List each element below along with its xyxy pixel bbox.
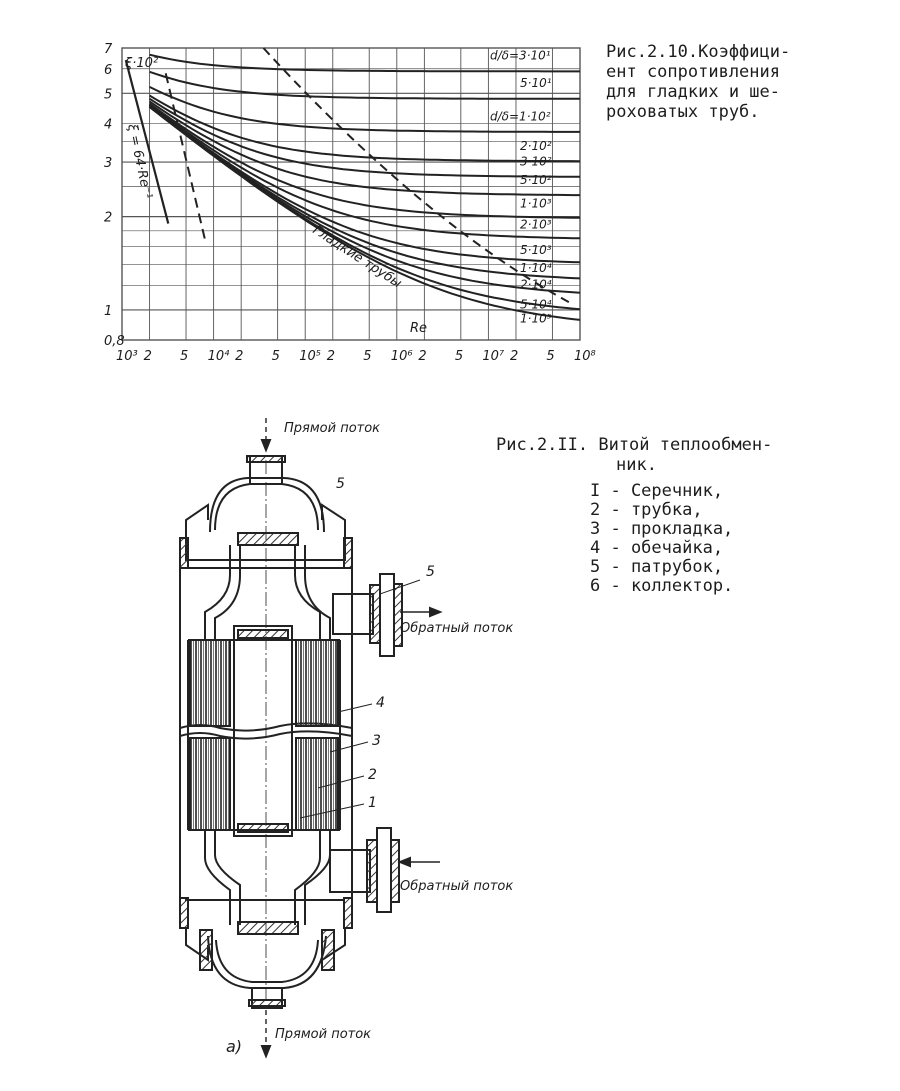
x-tick-label: 2 (235, 349, 244, 364)
label-num-4: 4 (376, 695, 385, 711)
label-reverse-flow-bottom: Обратный поток (400, 879, 514, 894)
curve-label: 5·10⁴ (520, 297, 552, 312)
caption-line: роховатых труб. (606, 102, 760, 122)
label-direct-flow-bottom: Прямой поток (275, 1027, 372, 1042)
y-tick-label: 2 (104, 210, 113, 226)
figure-2-10-caption (606, 42, 886, 122)
curve-label: 2·10³ (520, 217, 552, 232)
y-tick-label: 4 (104, 117, 113, 133)
smooth-pipes-label: Гладкие трубы (309, 222, 405, 292)
caption-line: ник. (616, 455, 657, 475)
curve-label: 1·10⁵ (520, 311, 552, 326)
y-tick-label: 1 (104, 303, 113, 319)
x-tick-label: 5 (546, 349, 555, 364)
x-axis-label: Re (410, 321, 428, 336)
x-tick-label: 2 (143, 349, 152, 364)
x-tick-label: 2 (509, 349, 519, 364)
curve-label: 2·10⁴ (520, 277, 552, 292)
x-tick-label: 5 (363, 349, 372, 364)
caption-line: Рис.2.10.Коэффици- (606, 42, 791, 62)
curve-label: d/δ=1·10² (490, 109, 551, 124)
legend-item: I - Сеpечник, (590, 481, 724, 501)
curve-label: 1·10⁴ (520, 260, 552, 275)
x-tick-label: 2 (326, 349, 336, 364)
x-tick-label: 10⁴ (207, 349, 230, 364)
x-tick-label: 10⁵ (299, 349, 321, 364)
laminar-dashed-line (166, 73, 205, 238)
legend-item: 3 - прокладка, (590, 519, 734, 539)
x-tick-label: 5 (180, 349, 189, 364)
curve-label: 1·10³ (520, 196, 552, 211)
x-tick-label: 2 (418, 349, 427, 364)
x-tick-label: 5 (454, 349, 464, 364)
y-tick-label: 5 (104, 87, 113, 103)
legend-item: 6 - коллектор. (590, 576, 734, 596)
roughness-curve (150, 107, 581, 312)
label-num-2: 2 (368, 767, 377, 783)
curve-label: 5·10³ (520, 243, 552, 258)
parts-legend (590, 482, 733, 596)
label-num-3: 3 (372, 733, 381, 749)
label-reverse-flow-top: Обратный поток (400, 621, 514, 636)
figure-2-11-caption (496, 435, 896, 475)
heat-exchanger-drawing (0, 391, 900, 1091)
y-axis-label: ξ·10² (125, 56, 159, 71)
label-direct-flow-top: Прямой поток (284, 421, 381, 436)
x-tick-label: 5 (271, 349, 280, 364)
y-tick-label: 6 (104, 62, 113, 78)
y-tick-label: 7 (104, 42, 113, 57)
label-num-5: 5 (426, 564, 435, 580)
label-num-5-top: 5 (336, 476, 345, 492)
caption-line: для гладких и ше- (606, 82, 780, 102)
curve-label: 3·10² (520, 154, 552, 169)
x-tick-label: 10⁸ (574, 349, 596, 364)
x-tick-label: 10³ (116, 349, 138, 364)
label-num-1: 1 (368, 795, 377, 811)
legend-item: 2 - трубка, (590, 500, 703, 520)
label-subfigure-a: а) (226, 1037, 243, 1056)
y-tick-label: 0,8 (104, 334, 125, 349)
caption-line: Рис.2.II. Витой теплообмен- (496, 435, 773, 455)
legend-item: 5 - патрубок, (590, 557, 724, 577)
curve-label: 5·10² (520, 173, 552, 188)
roughness-curve (150, 72, 581, 99)
legend-item: 4 - обечайка, (590, 538, 724, 558)
x-tick-label: 10⁶ (390, 349, 413, 364)
x-tick-label: 10⁷ (482, 349, 505, 364)
curve-label: 5·10¹ (520, 76, 552, 91)
curve-label: d/δ=3·10¹ (490, 48, 551, 63)
curve-label: 2·10² (520, 138, 552, 153)
caption-line: ент сопротивления (606, 62, 780, 82)
y-tick-label: 3 (104, 156, 113, 172)
laminar-label: ξ = 64·Re⁻¹ (124, 122, 155, 201)
